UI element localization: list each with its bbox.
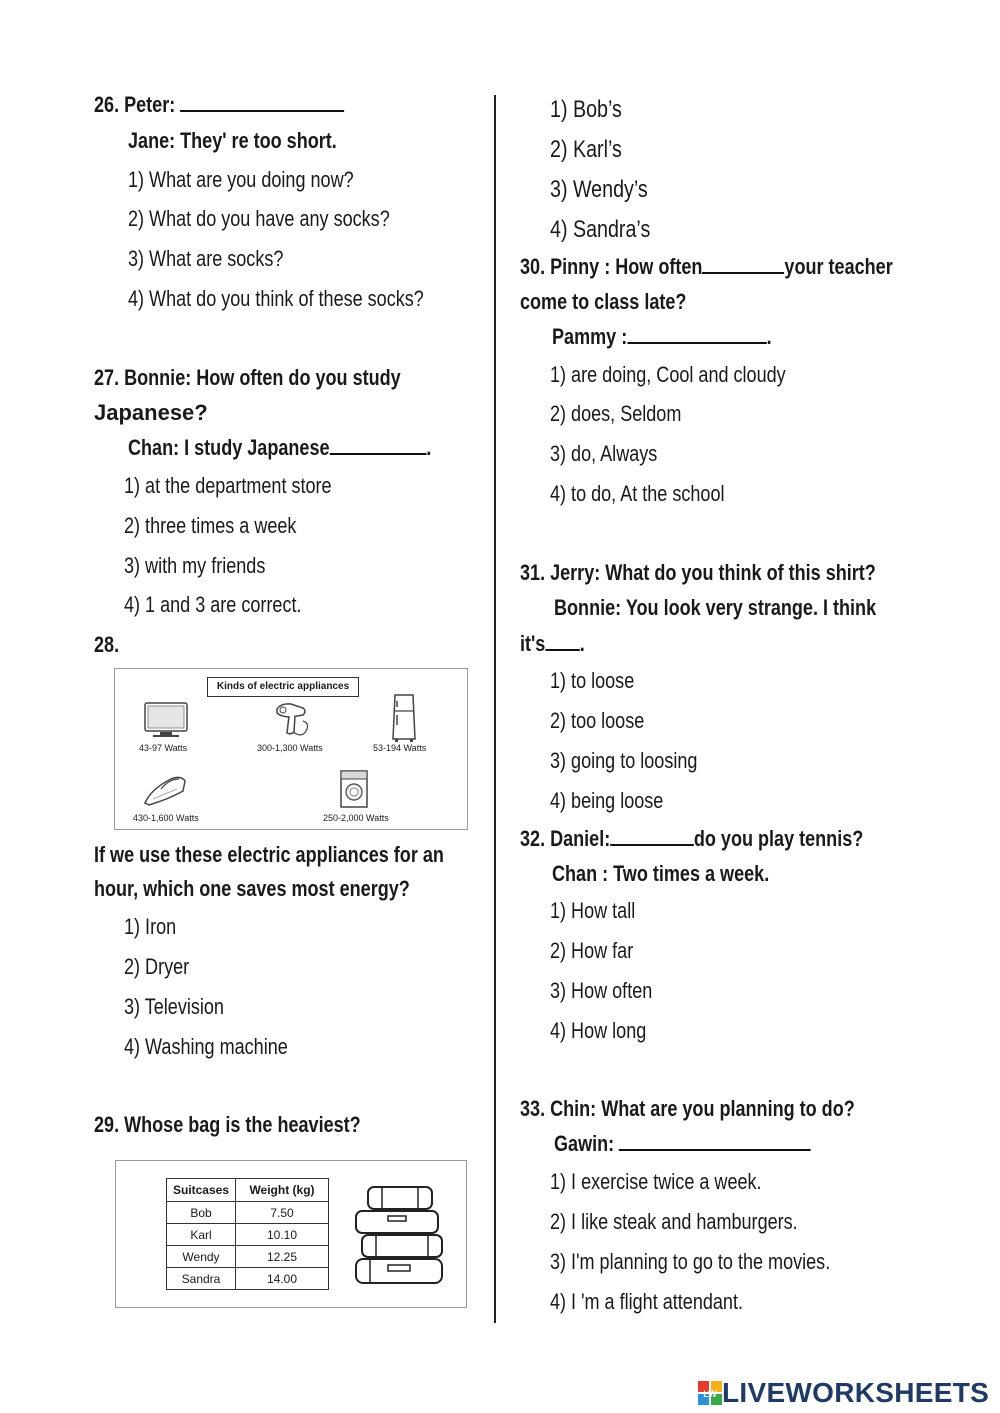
q31-reply-line2: it's . xyxy=(520,631,585,656)
table-row: Sandra 14.00 xyxy=(167,1268,329,1290)
dryer-watts: 300-1,300 Watts xyxy=(257,743,323,753)
table-header-weight: Weight (kg) xyxy=(236,1179,329,1202)
q28-option-1[interactable]: 1) Iron xyxy=(124,914,177,939)
q30-heading-line2: come to class late? xyxy=(520,289,687,314)
q33-option-4[interactable]: 4) I 'm a flight attendant. xyxy=(550,1289,743,1314)
q30-option-2[interactable]: 2) does, Seldom xyxy=(550,401,682,426)
q27-reply: Chan: I study Japanese . xyxy=(128,435,432,460)
q28-option-2[interactable]: 2) Dryer xyxy=(124,954,190,979)
q31-answer-blank[interactable] xyxy=(545,649,579,651)
q28-question-line1: If we use these electric appliances for an xyxy=(94,842,444,867)
washing-machine-icon xyxy=(337,767,371,811)
table-header-suitcases: Suitcases xyxy=(167,1179,236,1202)
q31-heading: 31. Jerry: What do you think of this shirt? xyxy=(520,560,876,585)
iron-icon xyxy=(141,769,189,809)
q29-option-2[interactable]: 2) Karl’s xyxy=(550,136,622,163)
q28-option-4[interactable]: 4) Washing machine xyxy=(124,1034,288,1059)
q27-option-3[interactable]: 3) with my friends xyxy=(124,553,266,578)
q33-option-2[interactable]: 2) I like steak and hamburgers. xyxy=(550,1209,798,1234)
q26-heading: 26. Peter: xyxy=(94,92,399,118)
q29-option-3[interactable]: 3) Wendy’s xyxy=(550,176,648,203)
q31-option-1[interactable]: 1) to loose xyxy=(550,668,635,693)
q31-option-3[interactable]: 3) going to loosing xyxy=(550,748,698,773)
q31-reply: Bonnie: You look very strange. I think xyxy=(554,595,877,620)
q30-blank-1[interactable] xyxy=(702,272,784,274)
suitcase-figure xyxy=(115,1160,467,1308)
q30-reply: Pammy : . xyxy=(552,324,772,349)
q29-option-1[interactable]: 1) Bob’s xyxy=(550,96,622,123)
q33-answer-blank[interactable] xyxy=(619,1149,811,1151)
q26-option-3[interactable]: 3) What are socks? xyxy=(128,246,284,271)
q30-blank-2[interactable] xyxy=(627,342,766,344)
appliance-figure xyxy=(114,668,468,830)
q32-heading: 32. Daniel: do you play tennis? xyxy=(520,826,864,851)
q33-heading: 33. Chin: What are you planning to do? xyxy=(520,1096,855,1121)
q27-option-2[interactable]: 2) three times a week xyxy=(124,513,297,538)
q32-answer-blank[interactable] xyxy=(610,844,694,846)
q26-option-1[interactable]: 1) What are you doing now? xyxy=(128,167,354,192)
q28-heading: 28. xyxy=(94,632,120,657)
q31-option-4[interactable]: 4) being loose xyxy=(550,788,664,813)
refrigerator-icon xyxy=(387,693,419,743)
q32-option-1[interactable]: 1) How tall xyxy=(550,898,636,923)
q27-heading: 27. Bonnie: How often do you study xyxy=(94,365,401,390)
suitcase-stack-icon xyxy=(352,1183,448,1287)
table-row: Wendy 12.25 xyxy=(167,1246,329,1268)
q30-option-3[interactable]: 3) do, Always xyxy=(550,441,658,466)
q26-option-4[interactable]: 4) What do you think of these socks? xyxy=(128,286,424,311)
q30-option-1[interactable]: 1) are doing, Cool and cloudy xyxy=(550,362,786,387)
q30-option-4[interactable]: 4) to do, At the school xyxy=(550,481,725,506)
liveworksheets-logo[interactable] xyxy=(698,1378,989,1408)
q27-heading-line2: Japanese? xyxy=(94,400,208,425)
iron-watts: 430-1,600 Watts xyxy=(133,813,199,823)
q31-option-2[interactable]: 2) too loose xyxy=(550,708,645,733)
q27-answer-blank[interactable] xyxy=(330,453,427,455)
television-watts: 43-97 Watts xyxy=(139,743,188,753)
liveworksheets-logo-icon xyxy=(698,1381,722,1405)
television-icon xyxy=(143,701,189,741)
q28-option-3[interactable]: 3) Television xyxy=(124,994,224,1019)
q32-option-2[interactable]: 2) How far xyxy=(550,938,634,963)
q27-option-1[interactable]: 1) at the department store xyxy=(124,473,332,498)
svg-text:LW: LW xyxy=(703,1389,717,1399)
q33-option-3[interactable]: 3) I'm planning to go to the movies. xyxy=(550,1249,831,1274)
table-row: Bob 7.50 xyxy=(167,1202,329,1224)
q26-answer-blank[interactable] xyxy=(180,110,344,112)
q32-reply: Chan : Two times a week. xyxy=(552,861,770,886)
suitcase-weight-table xyxy=(166,1178,329,1290)
washing-machine-watts: 250-2,000 Watts xyxy=(323,813,389,823)
q32-option-3[interactable]: 3) How often xyxy=(550,978,653,1003)
q28-question-line2: hour, which one saves most energy? xyxy=(94,876,410,901)
q27-option-4[interactable]: 4) 1 and 3 are correct. xyxy=(124,592,302,617)
refrigerator-watts: 53-194 Watts xyxy=(373,743,427,753)
q26-option-2[interactable]: 2) What do you have any socks? xyxy=(128,206,390,231)
liveworksheets-logo-text: LIVEWORKSHEETS xyxy=(722,1377,990,1408)
q29-heading: 29. Whose bag is the heaviest? xyxy=(94,1112,361,1137)
q26-reply: Jane: They' re too short. xyxy=(128,128,337,153)
dryer-icon xyxy=(273,699,313,743)
table-row: Karl 10.10 xyxy=(167,1224,329,1246)
q29-option-4[interactable]: 4) Sandra’s xyxy=(550,216,651,243)
q32-option-4[interactable]: 4) How long xyxy=(550,1018,647,1043)
column-divider xyxy=(494,95,496,1323)
appliance-figure-title: Kinds of electric appliances xyxy=(207,677,359,697)
q33-reply: Gawin: xyxy=(554,1131,867,1157)
q33-option-1[interactable]: 1) I exercise twice a week. xyxy=(550,1169,762,1194)
q30-heading: 30. Pinny : How often your teacher xyxy=(520,254,893,279)
